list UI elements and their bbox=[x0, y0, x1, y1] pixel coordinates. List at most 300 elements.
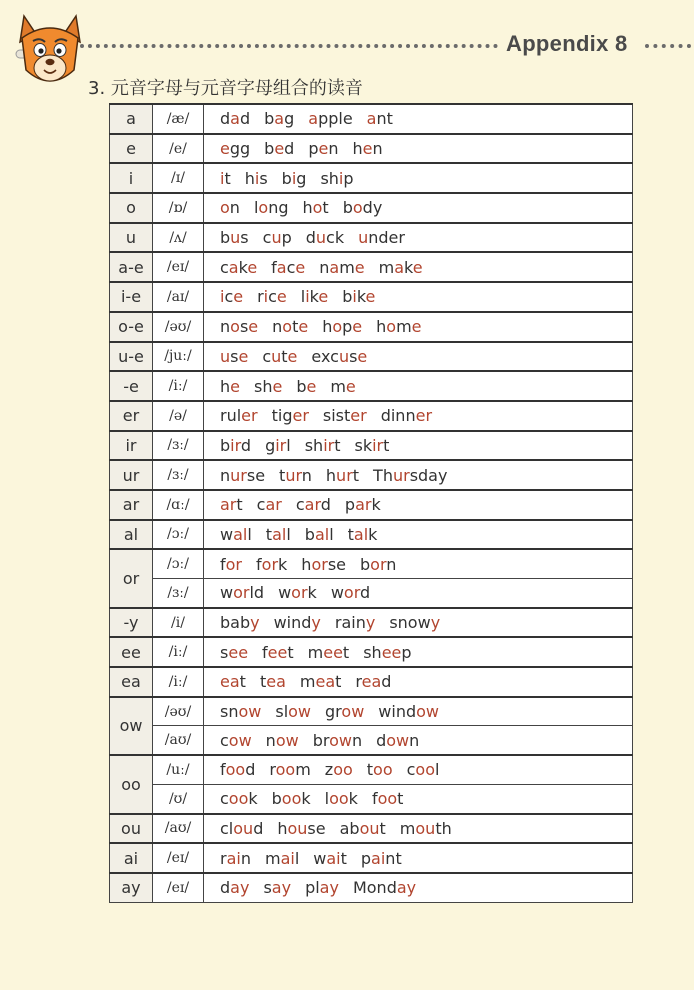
example-word bbox=[220, 583, 264, 602]
letter-cell: er bbox=[110, 401, 153, 431]
ipa-cell: /juː/ bbox=[153, 342, 204, 372]
word-part: ab bbox=[339, 818, 360, 838]
example-words-cell bbox=[204, 726, 633, 755]
word-part: t bbox=[239, 672, 246, 692]
highlighted-letters: i bbox=[352, 287, 357, 307]
highlighted-letters: e bbox=[276, 287, 287, 307]
word-part: g bbox=[265, 435, 276, 455]
word-part: d bbox=[253, 818, 264, 838]
word-part: k bbox=[348, 789, 358, 809]
word-part: w bbox=[220, 524, 234, 544]
word-part: se bbox=[307, 818, 326, 838]
word-part: h bbox=[302, 198, 313, 218]
highlighted-letters: e bbox=[318, 139, 329, 159]
example-word bbox=[326, 466, 359, 485]
word-part: r bbox=[220, 848, 227, 868]
example-word bbox=[308, 643, 350, 662]
example-words-cell bbox=[204, 163, 633, 193]
example-word bbox=[265, 436, 291, 455]
highlighted-letters: u bbox=[230, 228, 241, 248]
example-word bbox=[220, 819, 263, 838]
example-word bbox=[305, 436, 341, 455]
word-part: m bbox=[295, 760, 311, 780]
example-word bbox=[376, 317, 421, 336]
table-row bbox=[110, 134, 633, 164]
word-part: f bbox=[220, 554, 226, 574]
highlighted-letters: e bbox=[272, 376, 283, 396]
word-part: n bbox=[301, 465, 312, 485]
highlighted-letters: e bbox=[412, 257, 423, 277]
example-words-cell bbox=[204, 843, 633, 873]
table-row bbox=[110, 726, 633, 755]
word-part: t bbox=[342, 642, 350, 662]
example-words-cell bbox=[204, 755, 633, 784]
highlighted-letters: u bbox=[315, 228, 327, 248]
word-part: k bbox=[307, 583, 317, 603]
word-part: se bbox=[246, 465, 266, 485]
example-word bbox=[262, 347, 297, 366]
word-part: Mond bbox=[352, 878, 397, 898]
word-part: n bbox=[272, 317, 283, 337]
example-word bbox=[220, 347, 248, 366]
highlighted-letters: e bbox=[295, 257, 306, 277]
highlighted-letters: a bbox=[230, 109, 240, 129]
ipa-cell: /eɪ/ bbox=[153, 873, 204, 902]
table-row bbox=[110, 193, 633, 223]
word-part: b bbox=[220, 228, 231, 248]
highlighted-letters: or bbox=[225, 554, 243, 574]
highlighted-letters: ur bbox=[336, 465, 353, 485]
word-part: l bbox=[435, 760, 440, 780]
example-words-cell bbox=[204, 549, 633, 578]
word-part: d bbox=[376, 730, 387, 750]
example-word bbox=[274, 613, 321, 632]
word-part: f bbox=[256, 554, 262, 574]
example-word bbox=[220, 139, 250, 158]
example-word bbox=[220, 406, 258, 425]
example-word bbox=[325, 760, 353, 779]
example-word bbox=[263, 228, 292, 247]
word-part: s bbox=[230, 346, 239, 366]
word-part: w bbox=[278, 583, 292, 603]
highlighted-letters: u bbox=[271, 346, 282, 366]
word-part: p bbox=[281, 228, 292, 248]
word-part: r bbox=[257, 287, 264, 307]
word-part: k bbox=[248, 789, 258, 809]
example-word bbox=[220, 377, 240, 396]
example-word bbox=[220, 849, 251, 868]
highlighted-letters: al bbox=[272, 524, 287, 544]
word-part: b bbox=[342, 198, 353, 218]
example-word bbox=[335, 613, 375, 632]
highlighted-letters: o bbox=[386, 317, 397, 337]
example-word bbox=[262, 643, 294, 662]
example-words-cell bbox=[204, 223, 633, 253]
highlighted-letters: or bbox=[343, 583, 360, 603]
word-part: wind bbox=[273, 613, 312, 633]
highlighted-letters: i bbox=[338, 168, 344, 188]
highlighted-letters: or bbox=[370, 554, 387, 574]
example-words-cell bbox=[204, 342, 633, 372]
example-word bbox=[308, 109, 352, 128]
highlighted-letters: ea bbox=[266, 672, 286, 692]
table-row bbox=[110, 755, 633, 784]
example-words-cell bbox=[204, 252, 633, 282]
example-word bbox=[245, 169, 268, 188]
highlighted-letters: ur bbox=[230, 465, 247, 485]
word-part: t bbox=[259, 672, 267, 692]
ipa-cell: /ɑː/ bbox=[153, 490, 204, 520]
highlighted-letters: o bbox=[258, 198, 269, 218]
highlighted-letters: i bbox=[305, 287, 310, 307]
ipa-cell: /eɪ/ bbox=[153, 843, 204, 873]
example-word bbox=[381, 406, 432, 425]
word-part: p bbox=[360, 848, 372, 868]
example-word bbox=[302, 198, 328, 217]
word-part: w bbox=[313, 848, 327, 868]
example-words-cell bbox=[204, 697, 633, 726]
highlighted-letters: u bbox=[338, 346, 350, 366]
word-part: s bbox=[239, 317, 249, 337]
word-part: k bbox=[238, 257, 248, 277]
example-word bbox=[271, 258, 305, 277]
word-part: d bbox=[239, 109, 251, 129]
highlighted-letters: a bbox=[276, 257, 287, 277]
example-words-cell bbox=[204, 667, 633, 697]
word-part: sn bbox=[220, 702, 239, 722]
highlighted-letters: a bbox=[329, 257, 340, 277]
highlighted-letters: ow bbox=[275, 730, 299, 750]
word-part: c bbox=[220, 789, 229, 809]
example-word bbox=[220, 789, 258, 808]
example-word bbox=[257, 495, 282, 514]
word-part: n bbox=[351, 730, 363, 750]
ipa-cell: /æ/ bbox=[153, 104, 204, 134]
table-row bbox=[110, 843, 633, 873]
highlighted-letters: ay bbox=[396, 878, 417, 898]
word-part: p bbox=[343, 168, 354, 188]
word-part: b bbox=[342, 287, 353, 307]
ipa-cell: /aɪ/ bbox=[153, 282, 204, 312]
letter-cell: a bbox=[110, 104, 153, 134]
word-part: m bbox=[264, 848, 281, 868]
letter-cell: ir bbox=[110, 431, 153, 461]
letter-cell: ee bbox=[110, 637, 153, 667]
example-word bbox=[325, 789, 358, 808]
highlighted-letters: y bbox=[311, 613, 321, 633]
example-words-cell bbox=[204, 401, 633, 431]
letter-cell: o bbox=[110, 193, 153, 223]
highlighted-letters: ar bbox=[265, 495, 282, 515]
ipa-cell: /eɪ/ bbox=[153, 252, 204, 282]
highlighted-letters: e bbox=[354, 257, 365, 277]
word-part: n bbox=[265, 730, 276, 750]
word-part: k bbox=[278, 554, 288, 574]
word-part: t bbox=[287, 642, 294, 662]
highlighted-letters: ay bbox=[319, 878, 339, 898]
highlighted-letters: o bbox=[312, 198, 323, 218]
letter-cell: e bbox=[110, 134, 153, 164]
highlighted-letters: oo bbox=[225, 760, 246, 780]
highlighted-letters: u bbox=[220, 346, 231, 366]
example-words-cell bbox=[204, 814, 633, 844]
example-word bbox=[311, 347, 367, 366]
highlighted-letters: al bbox=[233, 524, 248, 544]
word-part: c bbox=[262, 346, 272, 366]
table-row bbox=[110, 431, 633, 461]
word-part: n bbox=[240, 848, 251, 868]
example-word bbox=[330, 377, 355, 396]
highlighted-letters: ai bbox=[371, 848, 386, 868]
word-part: b bbox=[281, 168, 292, 188]
example-word bbox=[300, 672, 342, 691]
highlighted-letters: er bbox=[350, 406, 367, 426]
ipa-cell: /iː/ bbox=[153, 371, 204, 401]
word-part: l bbox=[247, 524, 252, 544]
ipa-cell: /əʊ/ bbox=[153, 697, 204, 726]
word-part: m bbox=[299, 672, 316, 692]
word-part: f bbox=[220, 760, 226, 780]
highlighted-letters: ur bbox=[285, 465, 302, 485]
highlighted-letters: ar bbox=[355, 495, 372, 515]
example-word bbox=[353, 878, 416, 897]
word-part: p bbox=[401, 642, 412, 662]
example-word bbox=[260, 672, 286, 691]
example-word bbox=[358, 228, 405, 247]
highlighted-letters: a bbox=[308, 109, 319, 129]
example-word bbox=[266, 525, 291, 544]
letter-cell: -e bbox=[110, 371, 153, 401]
example-word bbox=[254, 377, 282, 396]
word-part: f bbox=[371, 789, 378, 809]
ipa-cell: /ə/ bbox=[153, 401, 204, 431]
word-part: t bbox=[279, 465, 286, 485]
dotted-rule-left bbox=[80, 44, 498, 48]
highlighted-letters: ee bbox=[323, 642, 343, 662]
table-row bbox=[110, 490, 633, 520]
word-part: ld bbox=[249, 583, 265, 603]
highlighted-letters: al bbox=[353, 524, 369, 544]
word-part: t bbox=[366, 760, 374, 780]
table-row bbox=[110, 637, 633, 667]
word-part: m bbox=[330, 376, 346, 396]
word-part: d bbox=[245, 760, 256, 780]
word-part: s bbox=[259, 168, 268, 188]
word-part: k bbox=[404, 257, 413, 277]
word-part: n bbox=[386, 554, 397, 574]
example-word bbox=[323, 406, 367, 425]
highlighted-letters: e bbox=[298, 317, 309, 337]
highlighted-letters: y bbox=[365, 613, 376, 633]
word-part: Th bbox=[373, 465, 393, 485]
word-part: p bbox=[308, 139, 319, 159]
example-word bbox=[220, 109, 250, 128]
word-part: l bbox=[329, 524, 334, 544]
example-word bbox=[220, 878, 249, 897]
word-part: t bbox=[379, 818, 386, 838]
example-word bbox=[361, 849, 402, 868]
example-word bbox=[278, 583, 317, 602]
highlighted-letters: e bbox=[248, 317, 259, 337]
word-part: sh bbox=[320, 168, 339, 188]
example-word bbox=[269, 760, 310, 779]
highlighted-letters: e bbox=[233, 287, 244, 307]
word-part: t bbox=[334, 435, 341, 455]
word-part: c bbox=[256, 495, 266, 515]
example-word bbox=[355, 436, 390, 455]
word-part: d bbox=[320, 495, 331, 515]
example-word bbox=[275, 702, 311, 721]
example-word bbox=[296, 495, 331, 514]
example-word bbox=[363, 643, 411, 662]
example-word bbox=[343, 198, 383, 217]
highlighted-letters: or bbox=[261, 554, 279, 574]
example-word bbox=[220, 466, 265, 485]
highlighted-letters: er bbox=[415, 406, 433, 426]
highlighted-letters: e bbox=[318, 287, 329, 307]
ipa-cell: /ʌ/ bbox=[153, 223, 204, 253]
example-word bbox=[342, 287, 375, 306]
example-word bbox=[254, 198, 289, 217]
example-word bbox=[376, 731, 419, 750]
highlighted-letters: u bbox=[358, 228, 369, 248]
example-word bbox=[306, 228, 344, 247]
highlighted-letters: ow bbox=[416, 702, 439, 722]
highlighted-letters: oo bbox=[333, 760, 353, 780]
word-part: d bbox=[381, 672, 392, 692]
letter-cell: al bbox=[110, 520, 153, 550]
word-part: sh bbox=[363, 642, 382, 662]
example-word bbox=[220, 317, 258, 336]
example-word bbox=[319, 258, 364, 277]
ipa-cell: /ɜː/ bbox=[153, 431, 204, 461]
example-words-cell bbox=[204, 784, 633, 813]
example-word bbox=[313, 849, 347, 868]
highlighted-letters: ow bbox=[288, 702, 312, 722]
highlighted-letters: oo bbox=[281, 789, 302, 809]
highlighted-letters: oo bbox=[228, 789, 249, 809]
ipa-cell: /ɒ/ bbox=[153, 193, 204, 223]
word-part: l bbox=[294, 848, 300, 868]
word-part: exc bbox=[311, 346, 339, 366]
word-part: n bbox=[319, 257, 330, 277]
highlighted-letters: ee bbox=[228, 642, 249, 662]
word-part: n bbox=[220, 317, 231, 337]
word-part: dinn bbox=[380, 406, 416, 426]
highlighted-letters: ow bbox=[386, 730, 410, 750]
ipa-cell: /iː/ bbox=[153, 667, 204, 697]
word-part: g bbox=[284, 109, 295, 129]
example-word bbox=[372, 789, 404, 808]
letter-cell: i bbox=[110, 163, 153, 193]
example-word bbox=[220, 731, 252, 750]
word-part: c bbox=[220, 730, 229, 750]
highlighted-letters: a bbox=[366, 109, 377, 129]
appendix-label: Appendix 8 bbox=[506, 31, 628, 56]
word-part: h bbox=[277, 818, 288, 838]
word-part: pple bbox=[318, 109, 353, 129]
table-row bbox=[110, 814, 633, 844]
highlighted-letters: a bbox=[394, 257, 405, 277]
example-word bbox=[340, 819, 386, 838]
table-row bbox=[110, 667, 633, 697]
highlighted-letters: oo bbox=[275, 760, 296, 780]
word-part: s bbox=[349, 346, 358, 366]
example-word bbox=[220, 702, 261, 721]
ipa-cell: /ʊ/ bbox=[153, 784, 204, 813]
word-part: w bbox=[220, 583, 234, 603]
word-part: b bbox=[296, 376, 307, 396]
highlighted-letters: e bbox=[345, 376, 356, 396]
highlighted-letters: ir bbox=[323, 435, 335, 455]
word-part: l bbox=[286, 524, 291, 544]
example-words-cell bbox=[204, 282, 633, 312]
highlighted-letters: ea bbox=[220, 672, 240, 692]
word-part: se bbox=[327, 554, 346, 574]
highlighted-letters: oo bbox=[373, 760, 393, 780]
highlighted-letters: ea bbox=[315, 672, 336, 692]
highlighted-letters: e bbox=[365, 287, 376, 307]
example-word bbox=[220, 198, 240, 217]
word-part: b bbox=[304, 524, 315, 544]
highlighted-letters: ai bbox=[280, 848, 295, 868]
example-words-cell bbox=[204, 579, 633, 608]
highlighted-letters: e bbox=[352, 317, 363, 337]
ipa-cell: /uː/ bbox=[153, 755, 204, 784]
highlighted-letters: e bbox=[220, 139, 230, 159]
example-word bbox=[220, 287, 243, 306]
example-word bbox=[400, 819, 452, 838]
word-part: r bbox=[355, 672, 362, 692]
example-words-cell bbox=[204, 371, 633, 401]
highlighted-letters: o bbox=[282, 317, 293, 337]
word-part: s bbox=[240, 228, 249, 248]
highlighted-letters: ir bbox=[372, 435, 384, 455]
word-part: tig bbox=[271, 406, 293, 426]
letter-cell: u-e bbox=[110, 342, 153, 372]
highlighted-letters: e bbox=[306, 376, 317, 396]
word-part: h bbox=[244, 168, 255, 188]
word-part: w bbox=[330, 583, 344, 603]
example-words-cell bbox=[204, 193, 633, 223]
highlighted-letters: ou bbox=[287, 818, 308, 838]
highlighted-letters: e bbox=[362, 139, 373, 159]
word-part: k bbox=[301, 789, 311, 809]
table-row bbox=[110, 873, 633, 902]
letter-cell: o-e bbox=[110, 312, 153, 342]
table-row bbox=[110, 697, 633, 726]
ipa-cell: /aʊ/ bbox=[153, 814, 204, 844]
highlighted-letters: oo bbox=[377, 789, 398, 809]
example-word bbox=[331, 583, 370, 602]
letter-cell: a-e bbox=[110, 252, 153, 282]
word-part: snow bbox=[389, 613, 431, 633]
word-part: gg bbox=[229, 139, 251, 159]
example-word bbox=[305, 525, 334, 544]
word-part: p bbox=[342, 317, 353, 337]
word-part: h bbox=[301, 554, 312, 574]
word-part: c bbox=[224, 287, 234, 307]
ipa-cell: /ɔː/ bbox=[153, 520, 204, 550]
word-part: sl bbox=[275, 702, 289, 722]
word-part: c bbox=[220, 257, 229, 277]
word-part: sh bbox=[304, 435, 324, 455]
highlighted-letters: or bbox=[291, 583, 308, 603]
word-part: l bbox=[286, 435, 291, 455]
highlighted-letters: o bbox=[220, 198, 230, 218]
example-word bbox=[367, 760, 393, 779]
highlighted-letters: oo bbox=[415, 760, 435, 780]
